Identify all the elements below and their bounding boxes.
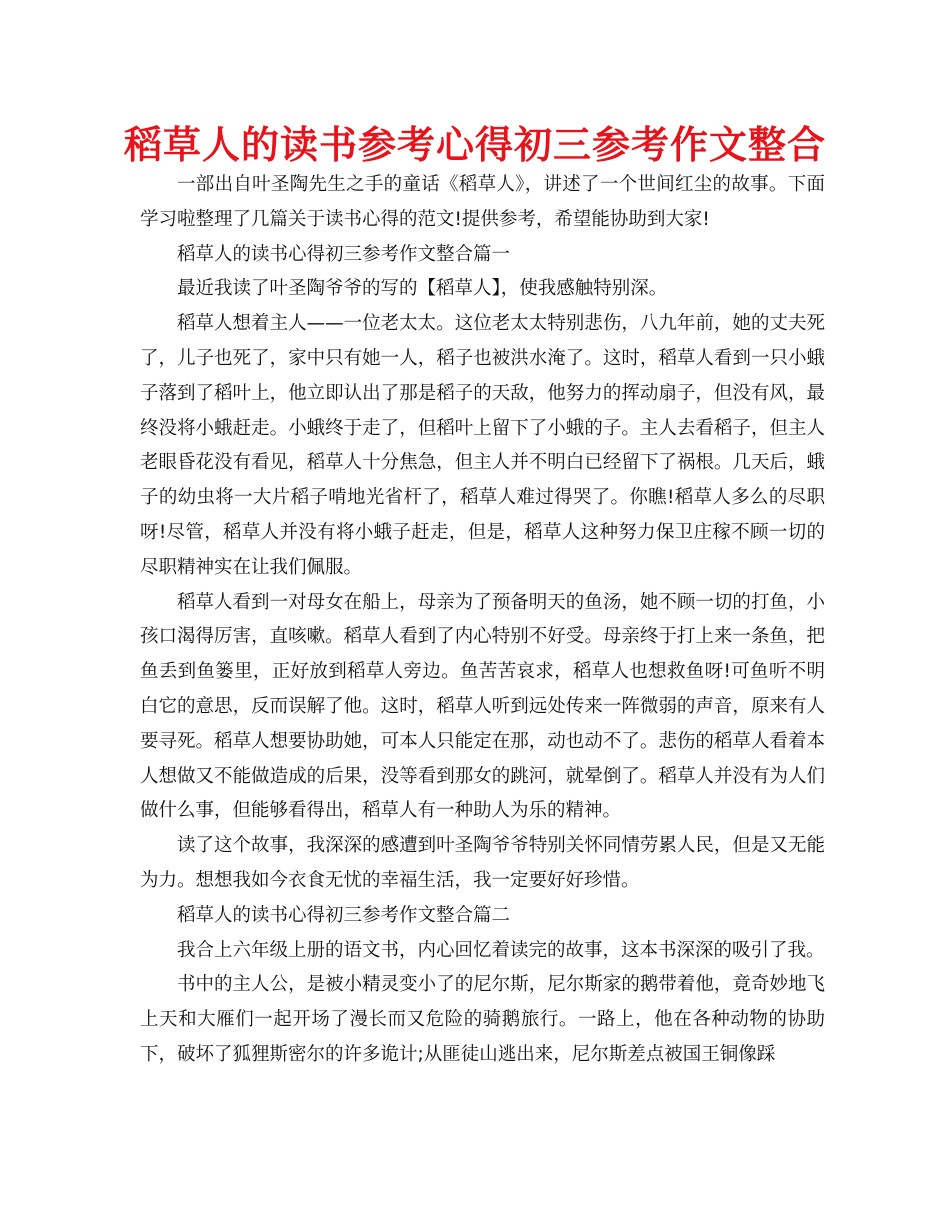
section-heading-1: 稻草人的读书心得初三参考作文整合篇一 bbox=[177, 243, 511, 265]
body-paragraph: 书中的主人公，是被小精灵变小了的尼尔斯，尼尔斯家的鹅带着他，竟奇妙地飞上天和大雁们一起开场了漫长而又危险的骑鹅旅行。一路上，他在各种动物的协助下，破坏了狐狸斯密尔的许多诡计;从匪徒山逃出来，尼尔斯差点被国王铜像踩 bbox=[140, 974, 825, 1065]
document-title: 稻草人的读书参考心得初三参考作文整合 bbox=[123, 122, 826, 167]
body-paragraph: 最近我读了叶圣陶爷爷的写的【稻草人】，使我感触特别深。 bbox=[177, 278, 668, 300]
section-heading-2: 稻草人的读书心得初三参考作文整合篇二 bbox=[177, 904, 511, 926]
body-paragraph: 读了这个故事，我深深的感遭到叶圣陶爷爷特别关怀同情劳累人民，但是又无能为力。想想我如今衣食无忧的幸福生活，我一定要好好珍惜。 bbox=[140, 835, 825, 891]
document-body bbox=[140, 168, 825, 1073]
body-paragraph: 稻草人看到一对母女在船上，母亲为了预备明天的鱼汤，她不顾一切的打鱼，小孩口渴得厉害，直咳嗽。稻草人看到了内心特别不好受。母亲终于打上来一条鱼，把鱼丢到鱼篓里，正好放到稻草人旁边。鱼苦苦哀求，稻草人也想救鱼呀!可鱼听不明白它的意思，反而误解了他。这时，稻草人听到远处传来一阵微弱的声音，原来有人要寻死。稻草人想要协助她，可本人只能定在那，动也动不了。悲伤的稻草人看着本人想做又不能做造成的后果，没等看到那女的跳河，就晕倒了。稻草人并没有为人们做什么事，但能够看得出，稻草人有一种助人为乐的精神。 bbox=[140, 591, 825, 822]
body-paragraph: 稻草人想着主人——一位老太太。这位老太太特别悲伤，八九年前，她的丈夫死了，儿子也死了，家中只有她一人，稻子也被洪水淹了。这时，稻草人看到一只小蛾子落到了稻叶上，他立即认出了那是稻子的天敌，他努力的挥动扇子，但没有风，最终没将小蛾赶走。小蛾终于走了，但稻叶上留下了小蛾的子。主人去看稻子，但主人老眼昏花没有看见，稻草人十分焦急，但主人并不明白已经留下了祸根。几天后，蛾子的幼虫将一大片稻子啃地光省杆了，稻草人难过得哭了。你瞧!稻草人多么的尽职呀!尽管，稻草人并没有将小蛾子赶走，但是，稻草人这种努力保卫庄稼不顾一切的尽职精神实在让我们佩服。 bbox=[140, 313, 825, 578]
body-paragraph: 我合上六年级上册的语文书，内心回忆着读完的故事，这本书深深的吸引了我。 bbox=[177, 939, 825, 961]
intro-paragraph: 一部出自叶圣陶先生之手的童话《稻草人》，讲述了一个世间红尘的故事。下面学习啦整理了几篇关于读书心得的范文!提供参考，希望能协助到大家! bbox=[140, 174, 825, 230]
